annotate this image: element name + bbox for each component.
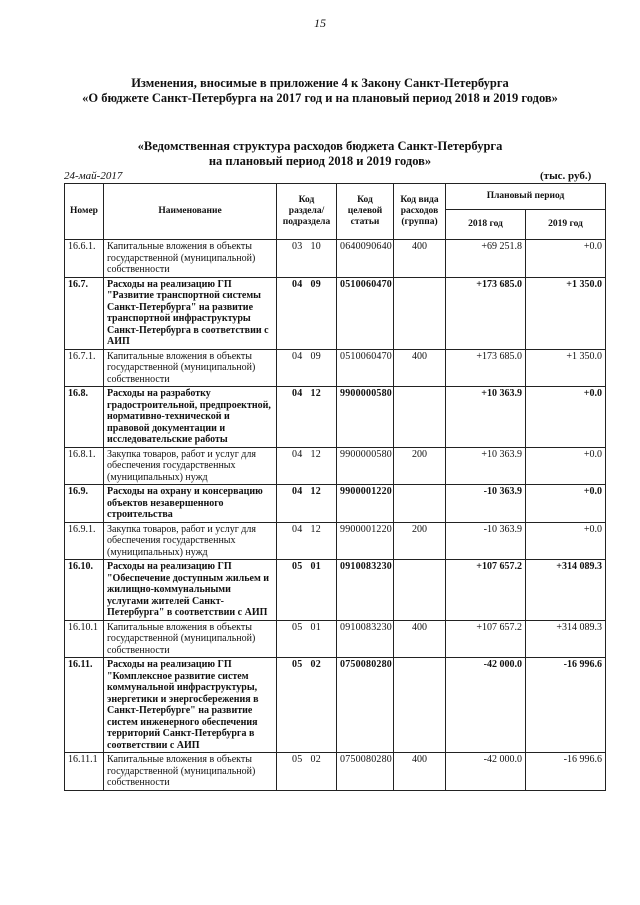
row-target-code: 0750080280 [337, 753, 394, 791]
row-name: Расходы на охрану и консервацию объектов незавершенного строительства [104, 485, 277, 523]
row-value-2019: +0.0 [526, 387, 606, 448]
col-header-section-code: Код раздела/ подраздела [277, 184, 337, 240]
row-target-code: 9900001220 [337, 522, 394, 560]
table-body [65, 240, 606, 791]
row-target-code: 9900000580 [337, 387, 394, 448]
row-name: Капитальные вложения в объекты государственной (муниципальной) собственности [104, 620, 277, 658]
table-title-line-2: на плановый период 2018 и 2019 годов» [208, 154, 432, 168]
row-section: 04 [292, 278, 303, 290]
table-row [65, 240, 606, 278]
col-header-planned-period: Плановый период [446, 184, 606, 210]
col-header-2018: 2018 год [446, 210, 526, 240]
row-section: 03 [292, 241, 303, 252]
row-subsection: 12 [310, 523, 321, 535]
row-section: 05 [292, 561, 303, 572]
row-section-code [277, 240, 337, 278]
row-number: 16.8.1. [65, 447, 104, 485]
table-row [65, 349, 606, 387]
page-number: 15 [314, 16, 326, 30]
row-value-2018: +69 251.8 [446, 240, 526, 278]
document-date: 24-май-2017 [64, 170, 123, 182]
table-row [65, 658, 606, 753]
row-type-code [394, 485, 446, 523]
row-section-code [277, 349, 337, 387]
row-target-code: 0640090640 [337, 240, 394, 278]
row-subsection: 12 [310, 486, 321, 497]
row-number: 16.9. [65, 485, 104, 523]
header-line-2: «О бюджете Санкт-Петербурга на 2017 год и на плановый период 2018 и 2019 годов» [82, 91, 558, 105]
row-value-2019: +0.0 [526, 240, 606, 278]
row-name: Закупка товаров, работ и услуг для обеспечения государственных (муниципальных) нужд [104, 447, 277, 485]
header-line-1: Изменения, вносимые в приложение 4 к Закону Санкт-Петербурга [131, 76, 509, 90]
row-subsection: 09 [310, 350, 321, 362]
table-row [65, 522, 606, 560]
row-section-code [277, 658, 337, 753]
row-value-2019: +1 350.0 [526, 277, 606, 349]
row-name: Расходы на реализацию ГП "Обеспечение доступным жильем и жилищно-коммунальными услугами жителей Санкт-Петербурга" в соответствии с АИП [104, 560, 277, 621]
row-section: 05 [292, 659, 303, 670]
row-name: Расходы на реализацию ГП "Комплексное развитие систем коммунальной инфраструктуры, энергетики и энергосбережения в Санкт-Петербурге" на развитие систем инженерного обеспечения территорий Санкт-Петербурга в соответствии с АИП [104, 658, 277, 753]
row-value-2018: +107 657.2 [446, 620, 526, 658]
row-value-2019: -16 996.6 [526, 753, 606, 791]
row-value-2018: +173 685.0 [446, 349, 526, 387]
row-type-code: 400 [394, 349, 446, 387]
row-section-code [277, 620, 337, 658]
col-header-number: Номер [65, 184, 104, 240]
row-section-code [277, 447, 337, 485]
row-value-2018: +10 363.9 [446, 447, 526, 485]
table-row [65, 447, 606, 485]
row-name: Закупка товаров, работ и услуг для обеспечения государственных (муниципальных) нужд [104, 522, 277, 560]
row-type-code: 200 [394, 522, 446, 560]
expenditure-table [64, 183, 606, 791]
row-subsection: 09 [310, 278, 321, 290]
row-section-code [277, 560, 337, 621]
row-value-2019: -16 996.6 [526, 658, 606, 753]
row-subsection: 02 [310, 659, 321, 670]
row-type-code: 400 [394, 240, 446, 278]
row-subsection: 10 [310, 241, 321, 252]
row-section: 04 [292, 350, 303, 362]
row-target-code: 9900000580 [337, 447, 394, 485]
row-section-code [277, 753, 337, 791]
row-number: 16.7.1. [65, 349, 104, 387]
document-header [0, 76, 640, 106]
row-number: 16.7. [65, 277, 104, 349]
row-subsection: 01 [310, 561, 321, 572]
table-row [65, 560, 606, 621]
row-target-code: 9900001220 [337, 485, 394, 523]
row-number: 16.11.1 [65, 753, 104, 791]
row-type-code: 400 [394, 620, 446, 658]
row-value-2018: -42 000.0 [446, 753, 526, 791]
table-row [65, 753, 606, 791]
col-header-name: Наименование [104, 184, 277, 240]
row-value-2019: +314 089.3 [526, 560, 606, 621]
row-type-code [394, 277, 446, 349]
row-value-2018: -42 000.0 [446, 658, 526, 753]
row-section: 04 [292, 448, 303, 460]
row-target-code: 0510060470 [337, 277, 394, 349]
row-value-2019: +1 350.0 [526, 349, 606, 387]
row-value-2018: -10 363.9 [446, 485, 526, 523]
row-section-code [277, 522, 337, 560]
row-type-code: 400 [394, 753, 446, 791]
table-row [65, 620, 606, 658]
row-type-code [394, 658, 446, 753]
row-type-code [394, 560, 446, 621]
col-header-target-code: Код целевой статьи [337, 184, 394, 240]
row-section-code [277, 485, 337, 523]
row-number: 16.6.1. [65, 240, 104, 278]
row-target-code: 0910083230 [337, 620, 394, 658]
row-name: Капитальные вложения в объекты государственной (муниципальной) собственности [104, 240, 277, 278]
row-value-2018: +10 363.9 [446, 387, 526, 448]
row-name: Капитальные вложения в объекты государственной (муниципальной) собственности [104, 753, 277, 791]
row-value-2019: +0.0 [526, 522, 606, 560]
row-subsection: 12 [310, 388, 321, 399]
row-value-2019: +314 089.3 [526, 620, 606, 658]
row-value-2019: +0.0 [526, 447, 606, 485]
row-section: 05 [292, 754, 303, 765]
row-number: 16.8. [65, 387, 104, 448]
table-row [65, 277, 606, 349]
row-name: Капитальные вложения в объекты государственной (муниципальной) собственности [104, 349, 277, 387]
row-section-code [277, 387, 337, 448]
row-number: 16.10. [65, 560, 104, 621]
row-section: 05 [292, 621, 303, 633]
row-value-2019: +0.0 [526, 485, 606, 523]
row-value-2018: +107 657.2 [446, 560, 526, 621]
col-header-type-code: Код вида расходов (группа) [394, 184, 446, 240]
row-type-code [394, 387, 446, 448]
units-label: (тыс. руб.) [540, 170, 592, 182]
col-header-2019: 2019 год [526, 210, 606, 240]
row-number: 16.9.1. [65, 522, 104, 560]
row-number: 16.11. [65, 658, 104, 753]
row-section-code [277, 277, 337, 349]
table-title [0, 139, 640, 169]
row-section: 04 [292, 486, 303, 497]
row-name: Расходы на реализацию ГП "Развитие транспортной системы Санкт-Петербурга" на развитие транспортной инфраструктуры Санкт-Петербурга в соответствии с АИП [104, 277, 277, 349]
row-number: 16.10.1 [65, 620, 104, 658]
row-subsection: 02 [310, 754, 321, 765]
row-type-code: 200 [394, 447, 446, 485]
row-section: 04 [292, 388, 303, 399]
row-value-2018: -10 363.9 [446, 522, 526, 560]
row-target-code: 0750080280 [337, 658, 394, 753]
row-section: 04 [292, 523, 303, 535]
table-row [65, 387, 606, 448]
row-name: Расходы на разработку градостроительной, предпроектной, нормативно-технической и правовой документации и исследовательские работы [104, 387, 277, 448]
row-subsection: 01 [310, 621, 321, 633]
row-subsection: 12 [310, 448, 321, 460]
row-target-code: 0910083230 [337, 560, 394, 621]
table-row [65, 485, 606, 523]
row-target-code: 0510060470 [337, 349, 394, 387]
table-title-line-1: «Ведомственная структура расходов бюджета Санкт-Петербурга [137, 139, 503, 153]
row-value-2018: +173 685.0 [446, 277, 526, 349]
